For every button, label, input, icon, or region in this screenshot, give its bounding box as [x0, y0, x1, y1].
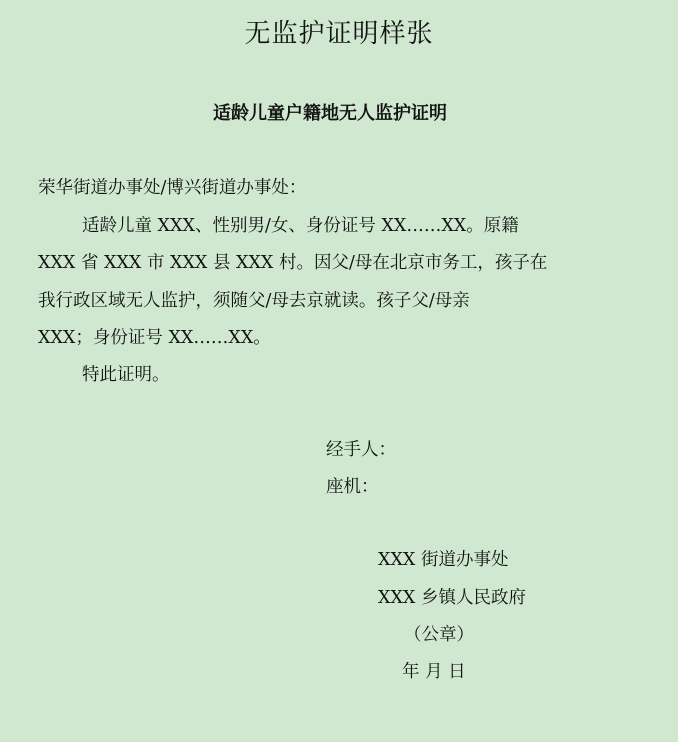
township-government-name: XXX 乡镇人民政府 — [378, 588, 526, 608]
body-line-3: 我行政区域无人监护，须随父/母去京就读。孩子父/母亲 — [38, 291, 470, 311]
addressee-line: 荣华街道办事处/博兴街道办事处： — [38, 178, 307, 198]
document-title: 适龄儿童户籍地无人监护证明 — [213, 103, 447, 124]
date-line: 年 月 日 — [402, 662, 466, 682]
page-title: 无监护证明样张 — [244, 19, 434, 49]
phone-label: 座机： — [326, 477, 379, 497]
body-line-1: 适龄儿童 XXX、性别男/女、身份证号 XX……XX。原籍 — [82, 216, 519, 236]
body-line-4: XXX；身份证号 XX……XX。 — [38, 328, 271, 348]
handler-label: 经手人： — [326, 440, 396, 460]
closing-line: 特此证明。 — [82, 365, 170, 385]
office-name: XXX 街道办事处 — [378, 550, 509, 570]
official-seal-text: （公章） — [404, 625, 474, 645]
body-line-2: XXX 省 XXX 市 XXX 县 XXX 村。因父/母在北京市务工，孩子在 — [38, 253, 548, 273]
